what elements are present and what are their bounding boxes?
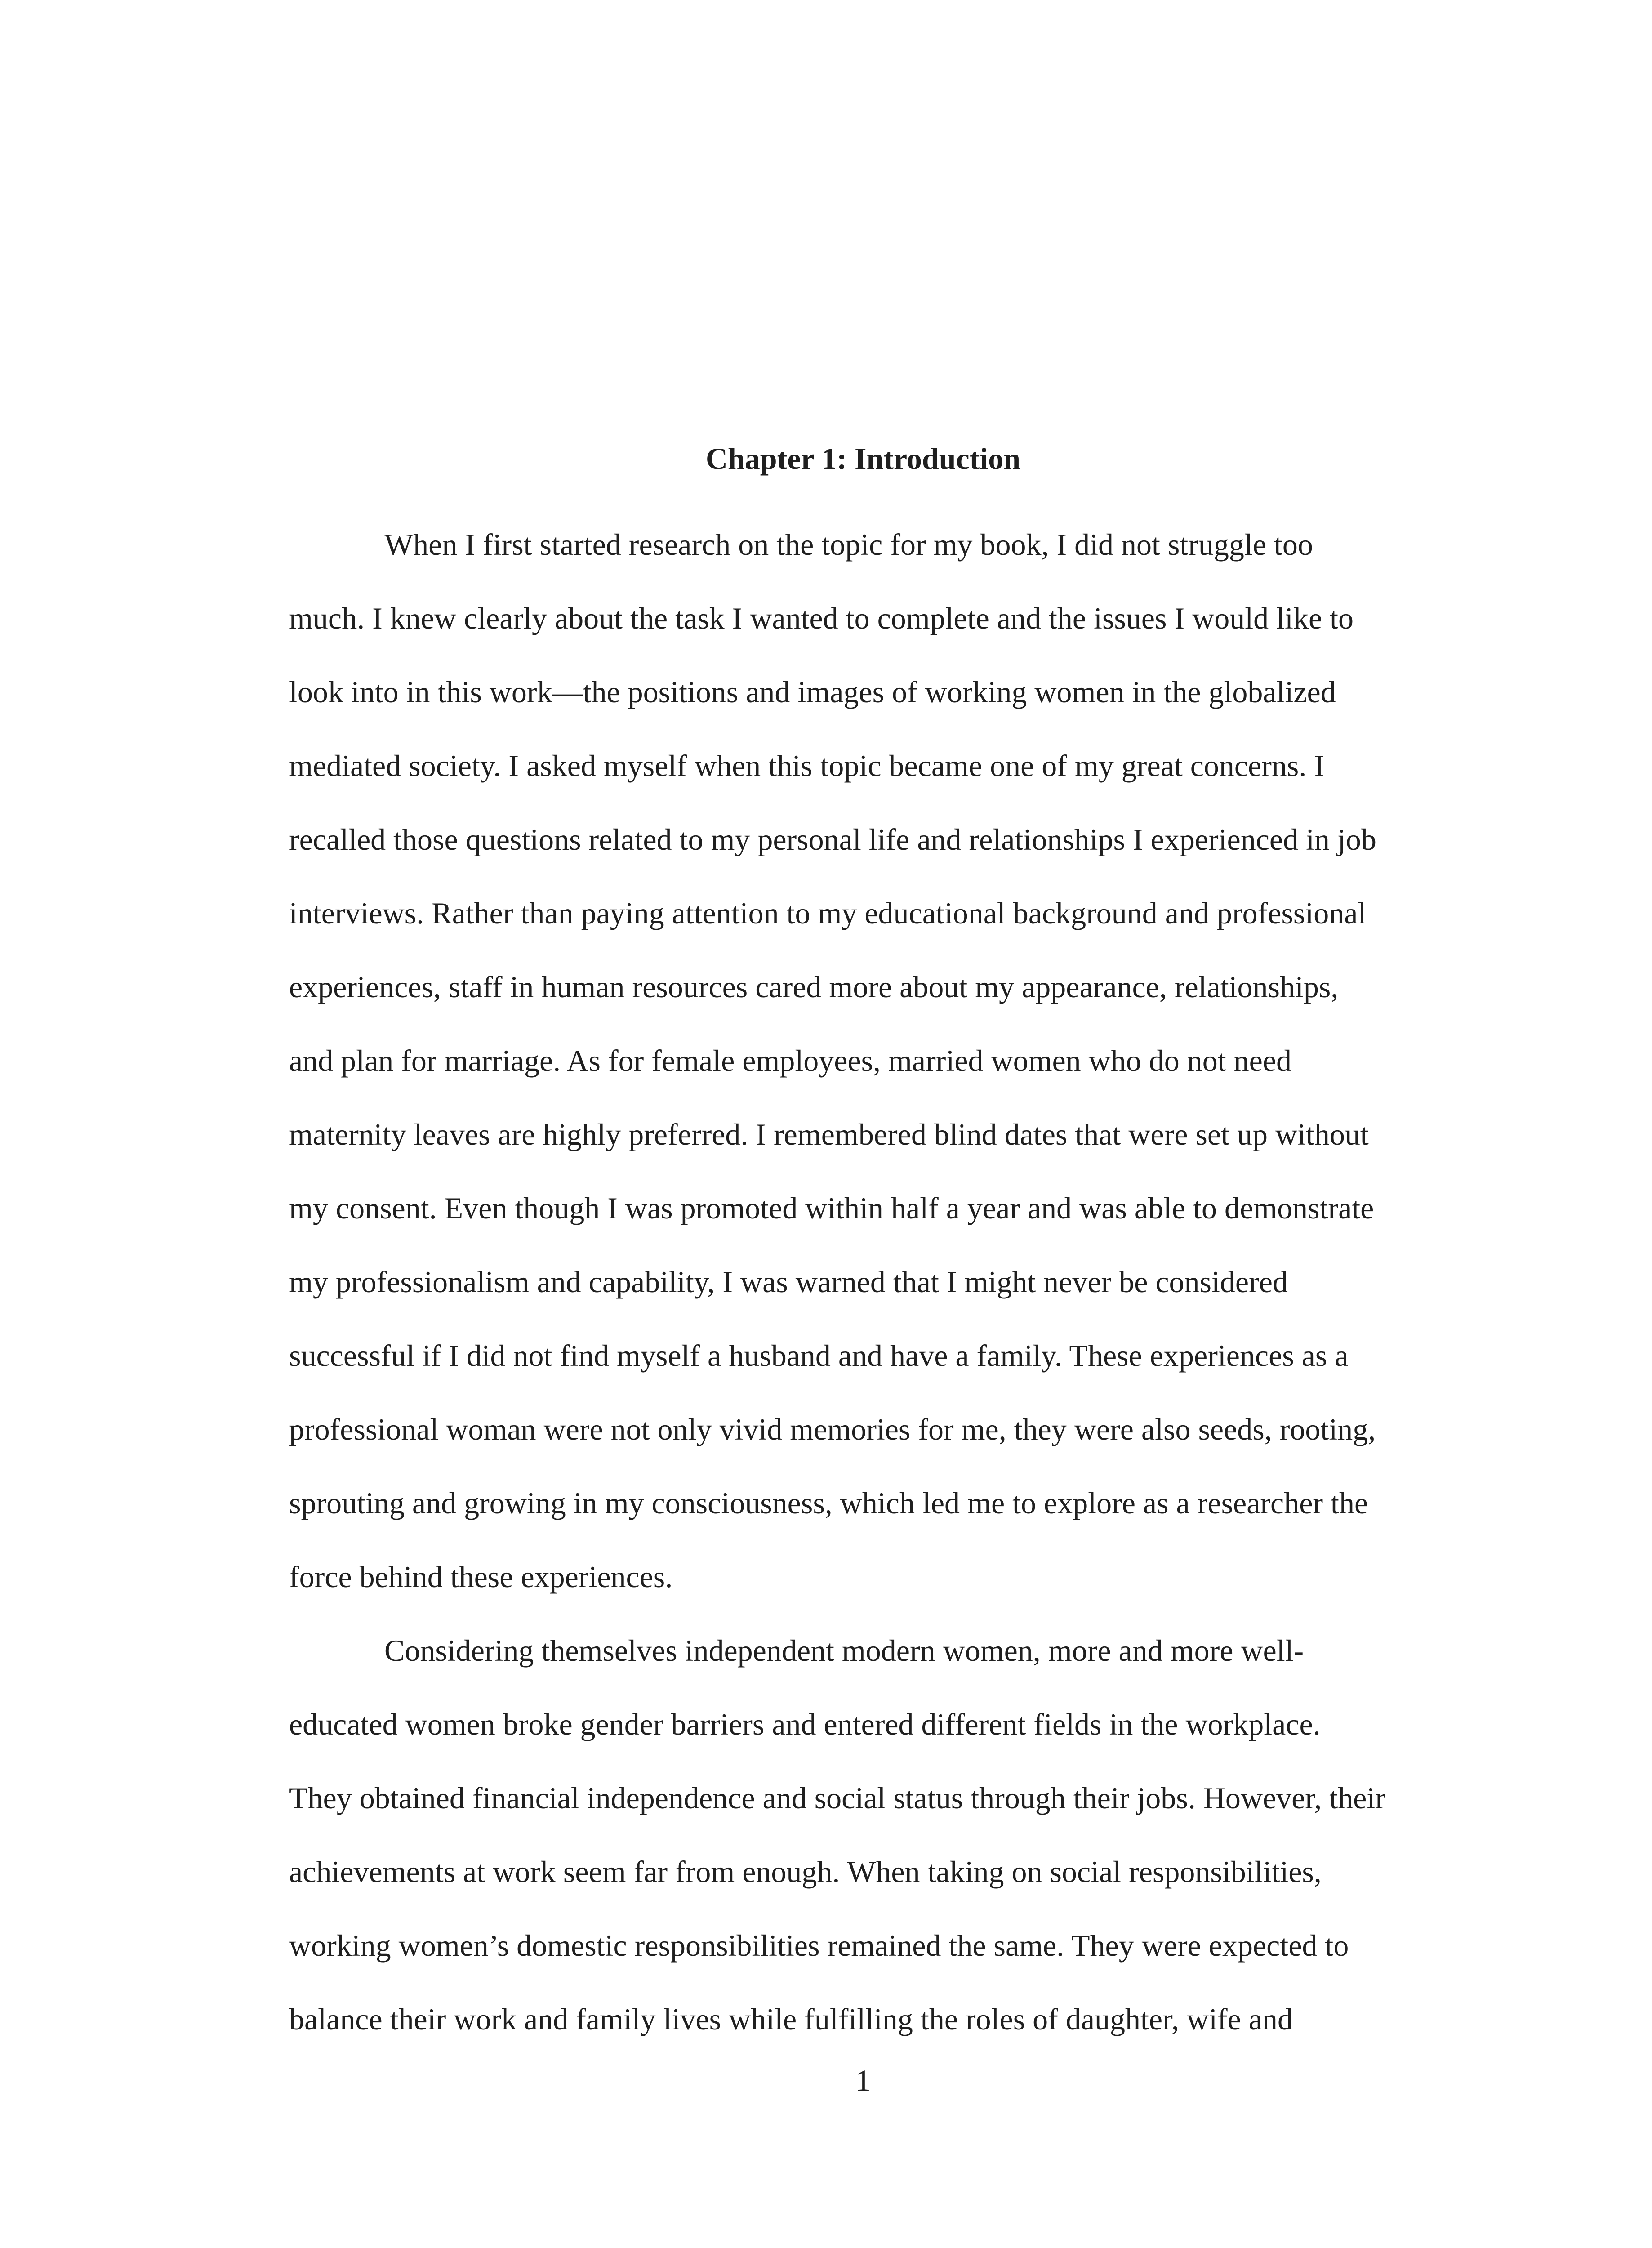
paragraph-1-line-13: professional woman were not only vivid memories for me, they were also seeds, rooting, <box>289 1412 1376 1446</box>
paragraph-1-line-1: When I first started research on the topic for my book, I did not struggle too <box>384 527 1313 562</box>
paragraph-2-line-4: achievements at work seem far from enough. When taking on social responsibilities, <box>289 1855 1322 1889</box>
paragraph-1-line-5: recalled those questions related to my personal life and relationships I experienced in job <box>289 822 1376 856</box>
paragraph-1-line-2: much. I knew clearly about the task I wanted to complete and the issues I would like to <box>289 601 1354 635</box>
page-number: 1 <box>855 2063 871 2097</box>
body-text <box>289 508 1449 2056</box>
paragraph-1-line-10: my consent. Even though I was promoted within half a year and was able to demonstrate <box>289 1191 1374 1225</box>
paragraph-1-line-14: sprouting and growing in my consciousness, which led me to explore as a researcher the <box>289 1486 1368 1520</box>
chapter-title: Chapter 1: Introduction <box>705 442 1021 476</box>
paragraph-2-line-3: They obtained financial independence and social status through their jobs. However, their <box>289 1781 1385 1815</box>
paragraph-1-line-12: successful if I did not find myself a husband and have a family. These experiences as a <box>289 1338 1349 1373</box>
paragraph-1-line-15: force behind these experiences. <box>289 1560 673 1594</box>
paragraph-2-line-2: educated women broke gender barriers and entered different fields in the workplace. <box>289 1707 1321 1741</box>
paragraph-1-line-4: mediated society. I asked myself when this topic became one of my great concerns. I <box>289 749 1325 783</box>
paragraph-1-line-11: my professionalism and capability, I was warned that I might never be considered <box>289 1265 1288 1299</box>
paragraph-1-line-7: experiences, staff in human resources cared more about my appearance, relationships, <box>289 970 1339 1004</box>
paragraph-2-line-1: Considering themselves independent modern women, more and more well- <box>384 1633 1304 1668</box>
paragraph-2-line-5: working women’s domestic responsibilities remained the same. They were expected to <box>289 1928 1349 1963</box>
paragraph-1-line-9: maternity leaves are highly preferred. I remembered blind dates that were set up without <box>289 1117 1369 1151</box>
paragraph-2-line-6: balance their work and family lives while fulfilling the roles of daughter, wife and <box>289 2002 1293 2036</box>
paragraph-1-line-6: interviews. Rather than paying attention to my educational background and professional <box>289 896 1367 930</box>
paragraph-1-line-3: look into in this work—the positions and images of working women in the globalized <box>289 675 1336 709</box>
paragraph-1-line-8: and plan for marriage. As for female employees, married women who do not need <box>289 1044 1292 1078</box>
